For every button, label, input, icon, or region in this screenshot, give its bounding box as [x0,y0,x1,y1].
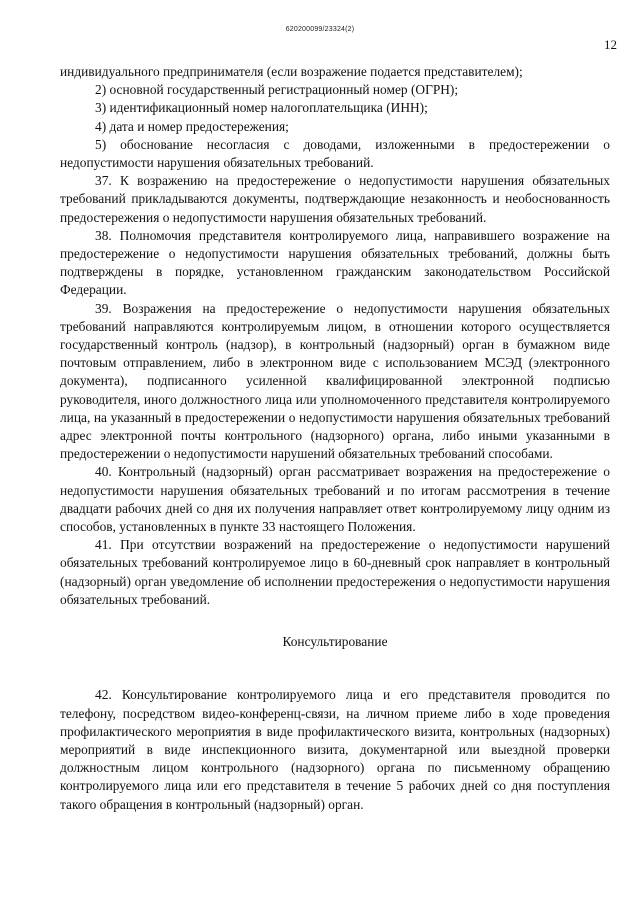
list-item-ogrn: 2) основной государственный регистрационный номер (ОГРН); [95,82,459,98]
page-number: 12 [604,37,617,52]
list-item-warning-date: 4) дата и номер предостережения; [95,118,289,134]
paragraph-42: 42. Консультирование контролируемого лица и его представителя проводится по телефону, посредством видео-конференц-связи, на личном приеме либо в ходе проведения профилактического мероприятия в виде профилактического визита, контрольных (надзорных) мероприятий в виде инспекционного визита, документарной или выездной проверки должностным лицом контрольного (надзорного) органа по письменному обращению контролируемого лица или его представителя в течение 5 рабочих дней со дня поступления такого обращения в контрольный (надзорный) орган. [60,687,610,812]
paragraph-continuation: индивидуального предпринимателя (если возражение подается представителем); [60,64,523,79]
paragraph-37: 37. К возражению на предостережение о недопустимости нарушения обязательных требований прикладываются документы, подтверждающие незаконность и необоснованность предостережения о недопустимости нарушения обязательных требований. [60,173,610,225]
paragraph-39: 39. Возражения на предостережение о недопустимости нарушения обязательных требований направляются контролируемым лицом, в отношении которого осуществляется государственный контроль (надзор), в контрольный (надзорный) орган в бумажном виде почтовым отправлением, либо в электронном виде с использованием МСЭД (электронного документа), подписанного усиленной квалифицированной электронной подписью руководителя, иного должностного лица или уполномоченного представителя контролируемого лица, на указанный в предостережении о недопустимости нарушения обязательных требований адрес электронной почты контрольного (надзорного) органа, либо иными указанными в предостережении о недопустимости нарушений обязательных требований способами. [60,300,610,462]
section-heading: Консультирование [282,634,388,650]
paragraph-38: 38. Полномочия представителя контролируемого лица, направившего возражение на предостережение о недопустимости нарушения обязательных требований, должны быть подтверждены в порядке, установленном гражданским законодательством Российской Федерации. [60,227,610,298]
document-body [60,63,610,814]
list-item-justification: 5) обоснование несогласия с доводами, изложенными в предостережении о недопустимости нарушения обязательных требований. [60,136,610,171]
paragraph-41: 41. При отсутствии возражений на предостережение о недопустимости нарушений обязательных требований контролируемое лицо в 60-дневный срок направляет в контрольный (надзорный) орган уведомление об исполнении предостережения о недопустимости нарушения обязательных требований. [60,537,610,607]
list-item-inn: 3) идентификационный номер налогоплательщика (ИНН); [95,100,428,116]
document-id: 620200099/23324(2) [285,26,355,33]
paragraph-40: 40. Контрольный (надзорный) орган рассматривает возражения на предостережение о недопустимости нарушения обязательных требований и по итогам рассмотрения в течение двадцати рабочих дней со дня их получения направляет ответ контролируемому лицу одним из способов, установленных в пункте 33 настоящего Положения. [60,464,610,535]
